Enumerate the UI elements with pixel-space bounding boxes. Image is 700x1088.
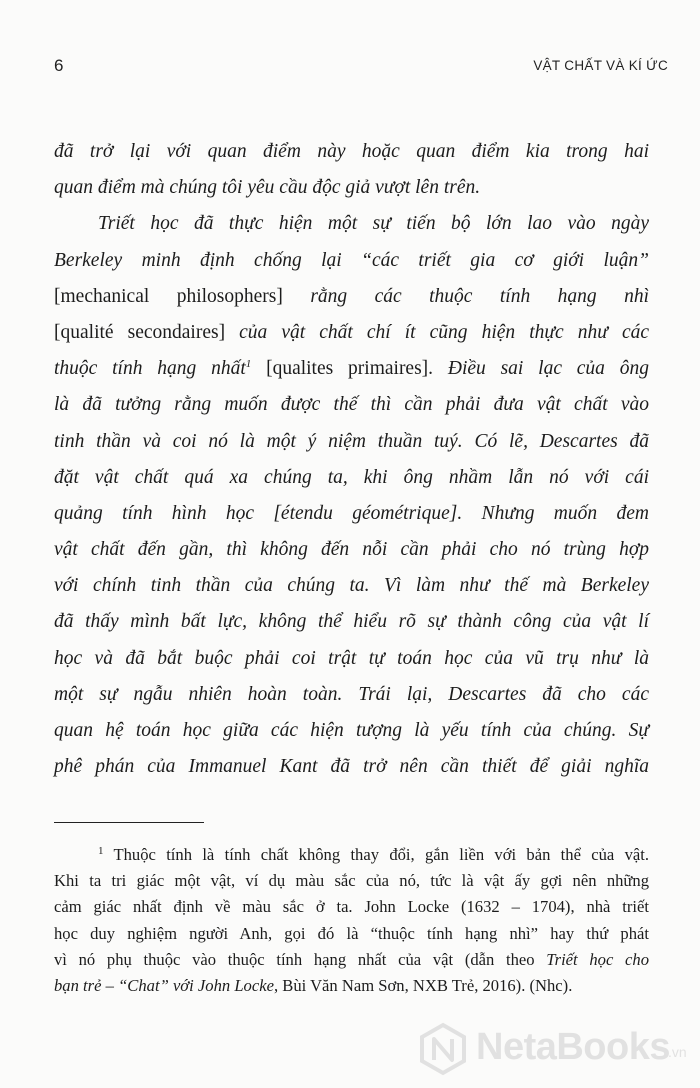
text-run: [qualité secondaires] [54,321,226,343]
footnote-line [54,973,649,999]
watermark-suffix: .vn [668,1044,687,1060]
text-line [54,315,649,351]
text-line [54,351,649,387]
text-run: bạn trẻ – “Chat” với John Locke [54,975,274,995]
footnote-line: học duy nghiệm người Anh, gọi đó là “thuộc tính hạng nhì” hay thứ phát [54,923,649,943]
text-line: tinh thần và coi nó là một ý niệm thuần tuý. Có lẽ, Descartes đã [54,430,649,452]
text-line [54,496,649,532]
text-run: , Bùi Văn Nam Sơn, NXB Trẻ, 2016). (Nhc). [273,975,573,995]
running-head: VẬT CHẤT VÀ KÍ ỨC [533,58,668,73]
page-header [54,56,668,80]
text-run: rằng các thuộc tính hạng nhì [282,285,649,307]
watermark-brand: NetaBooks [476,1026,670,1068]
text-run: thuộc tính hạng nhất [54,358,246,380]
footnote-line [54,947,649,973]
text-run: Điều sai lạc của ông [433,358,649,380]
footnote-divider [54,822,204,823]
text-run: vì nó phụ thuộc vào thuộc tính hạng nhất của vật (dẫn theo [54,949,547,969]
footnote-line [54,842,649,868]
text-line: là đã tưởng rằng muốn được thế thì cần phải đưa vật chất vào [54,394,649,416]
text-line: đặt vật chất quá xa chúng ta, khi ông nhầm lẫn nó với cái [54,466,649,488]
text-line: quan hệ toán học giữa các hiện tượng là yếu tính của chúng. Sự [54,720,649,741]
text-run: Thuộc tính là tính chất không thay đổi, gắn liền với bản thể của vật. [103,845,649,864]
text-run: [qualites primaires]. [251,358,434,380]
text-run: Nhưng muốn đem [462,502,649,524]
text-line [54,279,649,315]
text-line: một sự ngẫu nhiên hoàn toàn. Trái lại, Descartes đã cho các [54,683,649,705]
footnote-marker: 1 [245,358,252,371]
text-line: đã thấy mình bất lực, không thể hiểu rõ sự thành công của vật lí [54,611,649,633]
footnote-line: Khi ta tri giác một vật, ví dụ màu sắc của nó, tức là vật ấy gợi nên những [54,871,649,891]
text-line: với chính tinh thần của chúng ta. Vì làm như thế mà Berkeley [54,575,649,597]
text-line: phê phán của Immanuel Kant đã trở nên cần thiết để giải nghĩa [54,756,649,778]
text-line: đã trở lại với quan điểm này hoặc quan điểm kia trong hai [54,141,649,162]
text-run: Triết học cho [546,949,649,969]
text-run: của vật chất chí ít cũng hiện thực như các [225,321,650,343]
text-run: [mechanical philosophers] [54,285,283,307]
text-line: học và đã bắt buộc phải coi trật tự toán học của vũ trụ như là [54,647,649,669]
text-line: Berkeley minh định chống lại “các triết gia cơ giới luận” [54,249,649,271]
netabooks-logo-icon [418,1022,468,1076]
footnote-line: cảm giác nhất định về màu sắc ở ta. John Locke (1632 – 1704), nhà triết [54,897,649,917]
page-number: 6 [54,56,64,75]
text-line: vật chất đến gần, thì không đến nỗi cần phải cho nó trùng hợp [54,539,649,561]
footnote-number: 1 [98,845,104,857]
text-run: quảng tính hình học [étendu géométrique]. [54,502,463,524]
watermark [418,1022,688,1076]
text-line: Triết học đã thực hiện một sự tiến bộ lớn lao vào ngày [98,213,649,235]
footnote [54,842,649,999]
body-text [54,134,649,785]
text-line: quan điểm mà chúng tôi yêu cầu độc giả vượt lên trên. [54,177,481,199]
